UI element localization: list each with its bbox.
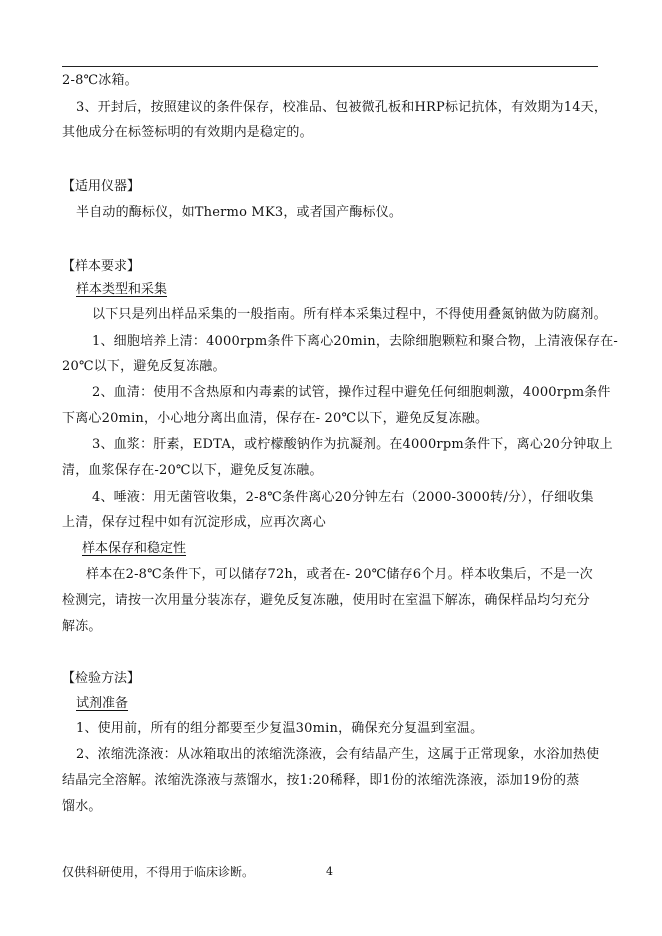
method-heading: 【检验方法】 bbox=[62, 671, 141, 686]
method-prep-title: 试剂准备 bbox=[76, 696, 129, 711]
sample-item3-line2: 清，血浆保存在-20℃以下，避免反复冻融。 bbox=[62, 463, 323, 478]
sample-heading: 【样本要求】 bbox=[62, 259, 141, 274]
sample-item1-line1: 1、细胞培养上清：4000rpm条件下离心20min，去除细胞颗粒和聚合物，上清液保存在- bbox=[92, 334, 619, 349]
instruments-text: 半自动的酶标仪，如Thermo MK3，或者国产酶标仪。 bbox=[76, 205, 403, 220]
storage-line: 2-8℃冰箱。 bbox=[62, 73, 138, 88]
sample-stability-line2: 检测完，请按一次用量分装冻存，避免反复冻融，使用时在室温下解冻，确保样品均匀充分 bbox=[62, 593, 591, 608]
sample-item1-line2: 20℃以下，避免反复冻融。 bbox=[62, 359, 226, 374]
instruments-heading: 【适用仪器】 bbox=[62, 179, 141, 194]
sample-item2-line2: 下离心20min，小心地分离出血清，保存在- 20℃以下，避免反复冻融。 bbox=[62, 411, 489, 426]
page-number: 4 bbox=[326, 865, 333, 878]
method-step2-line1: 2、浓缩洗涤液：从冰箱取出的浓缩洗涤液，会有结晶产生，这属于正常现象，水浴加热使 bbox=[76, 747, 600, 762]
sample-item4-line1: 4、唾液：用无菌管收集，2-8℃条件离心20分钟左右（2000-3000转/分），仔细收集 bbox=[92, 490, 594, 505]
sample-item3-line1: 3、血浆：肝素，EDTA，或柠檬酸钠作为抗凝剂。在4000rpm条件下，离心20分钟取上 bbox=[92, 437, 613, 452]
method-step2-line2: 结晶完全溶解。浓缩洗涤液与蒸馏水，按1:20稀释，即1份的浓缩洗涤液，添加19份的蒸 bbox=[62, 773, 580, 788]
footer-disclaimer: 仅供科研使用，不得用于临床诊断。 bbox=[62, 865, 255, 879]
sample-stability-line1: 样本在2-8℃条件下，可以储存72h，或者在- 20℃储存6个月。样本收集后，不是一次 bbox=[86, 567, 593, 582]
sample-stability-title: 样本保存和稳定性 bbox=[82, 541, 187, 556]
storage-item3-line2: 其他成分在标签标明的有效期内是稳定的。 bbox=[62, 125, 313, 140]
header-rule bbox=[62, 66, 598, 67]
sample-item4-line2: 上清，保存过程中如有沉淀形成，应再次离心 bbox=[62, 515, 327, 530]
sample-intro: 以下只是列出样品采集的一般指南。所有样本采集过程中，不得使用叠氮钠做为防腐剂。 bbox=[92, 307, 607, 322]
method-step2-line3: 馏水。 bbox=[62, 799, 102, 814]
sample-collection-title: 样本类型和采集 bbox=[76, 282, 168, 297]
method-step1: 1、使用前，所有的组分都要至少复温30min，确保充分复温到室温。 bbox=[76, 721, 484, 736]
sample-item2-line1: 2、血清：使用不含热原和内毒素的试管，操作过程中避免任何细胞刺激，4000rpm条件 bbox=[92, 385, 611, 400]
sample-stability-line3: 解冻。 bbox=[62, 619, 102, 634]
storage-item3-line1: 3、开封后，按照建议的条件保存，校准品、包被微孔板和HRP标记抗体，有效期为14天， bbox=[76, 100, 608, 115]
